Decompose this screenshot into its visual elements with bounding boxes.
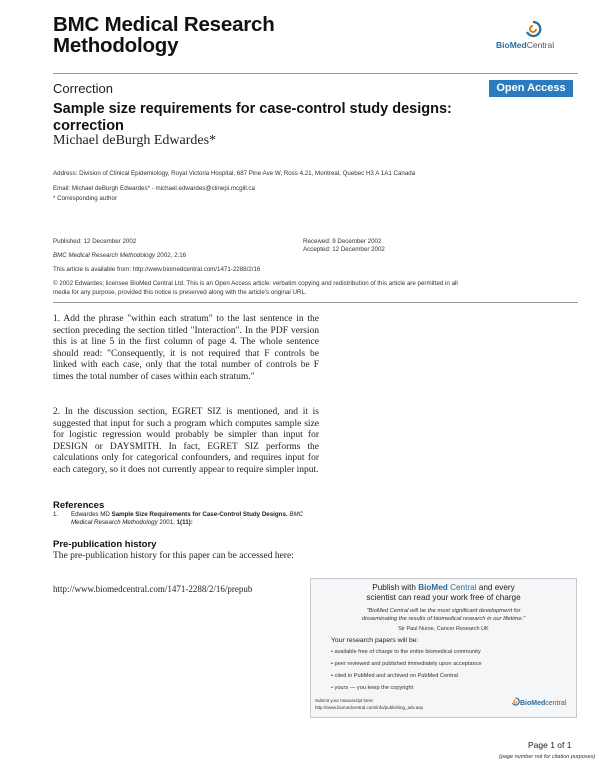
copyright-line1: © 2002 Edwardes; licensee BioMed Central Ltd. This is an Open Access article: verbatim copying and redistribution of this article are permitted in all [53, 280, 458, 287]
promo-benefit: • available free of charge to the entire biomedical community [331, 649, 481, 655]
citation-volume: 2002, 2:16 [155, 252, 187, 259]
reference-year: 2001, [157, 519, 177, 526]
copyright-line2: media for any purpose, provided this notice is preserved along with the article's original URL. [53, 289, 307, 296]
prepub-text: The pre-publication history for this paper can be accessed here: [53, 551, 294, 561]
logo-central-text: Central [526, 40, 555, 50]
promo-biomed-logo [511, 697, 566, 707]
submit-url[interactable]: http://www.biomedcentral.com/info/publishing_adv.asp [315, 705, 423, 710]
reference-authors: Edwardes MD [71, 511, 112, 518]
promo-benefit: • yours — you keep the copyright [331, 685, 414, 691]
promo-quote-line2: disseminating the results of biomedical research in our lifetime." [361, 616, 526, 622]
author-email: Email: Michael deBurgh Edwardes* - michael.edwardes@clinepi.mcgill.ca [53, 185, 255, 192]
promo-quote-attribution: Sir Paul Nurse, Cancer Research UK [398, 626, 489, 632]
promo-logo-central: central [545, 700, 567, 707]
citation [53, 252, 186, 260]
promo-benefit-text: yours — you keep the copyright [334, 685, 414, 691]
article-type: Correction [53, 81, 113, 96]
promo-post: and every [476, 583, 515, 592]
open-access-badge: Open Access [489, 80, 573, 97]
logo-bio-text: BioMed [496, 40, 527, 50]
biomed-swirl-icon [524, 20, 542, 38]
biomed-swirl-icon [511, 697, 520, 706]
prepub-heading: Pre-publication history [53, 539, 157, 550]
promo-headline-line1 [311, 583, 576, 593]
promo-logo-bio: BioMed [520, 700, 546, 707]
biomed-central-logo [496, 20, 576, 54]
promo-benefits-heading: Your research papers will be: [331, 637, 419, 644]
author-name: Michael deBurgh Edwardes* [53, 133, 217, 148]
author-address: Address: Division of Clinical Epidemiology, Royal Victoria Hospital, 687 Pine Ave W, Ross 4.21, Montreal, Quebec H3 A 1A1 Canada [53, 170, 416, 177]
article-title-line2: correction [53, 118, 124, 134]
promo-benefit-text: cited in PubMed and archived on PubMed Central [334, 673, 458, 679]
promo-benefit-text: peer reviewed and published immediately upon acceptance [334, 661, 482, 667]
published-date: Published: 12 December 2002 [53, 238, 137, 245]
correction-item-2: 2. In the discussion section, EGRET SIZ is mentioned, and it is suggested that input for such a program which computes sample size for logistic regression would probably be simpler than input for DESIGN or DAYSMITH. In fact, EGRET SIZ performs the calculations only for categorical confounders, and requires input for each category, so it does not currently appear to require simpler input. [53, 407, 319, 475]
publish-promo-box [310, 578, 577, 718]
promo-central: Central [447, 583, 477, 592]
promo-benefit-text: available free of charge to the entire biomedical community [334, 649, 481, 655]
references-heading: References [53, 500, 105, 511]
article-url[interactable]: This article is available from: http://www.biomedcentral.com/1471-2288/2/16 [53, 266, 261, 273]
accepted-date: Accepted: 12 December 2002 [303, 246, 385, 253]
promo-bio: BioMed [418, 583, 448, 592]
journal-title-line1: BMC Medical Research [53, 13, 275, 36]
corresponding-note: * Corresponding author [53, 195, 117, 202]
article-title-line1: Sample size requirements for case-control study designs: [53, 101, 452, 117]
journal-title [53, 14, 275, 56]
promo-benefit: • cited in PubMed and archived on PubMed Central [331, 673, 458, 679]
promo-headline-line2: scientist can read your work free of charge [366, 593, 521, 602]
received-date: Received: 9 December 2002 [303, 238, 382, 245]
header-divider [53, 73, 578, 74]
reference-title: Sample Size Requirements for Case-Control Study Designs. [111, 511, 288, 518]
promo-pre: Publish with [372, 583, 419, 592]
article-title [53, 101, 503, 135]
correction-item-1: 1. Add the phrase "within each stratum" to the last sentence in the section preceding the section titled "Interaction". In the PDF version this is at line 5 in the first column of page 4. The whole sentence should read: "Consequently, it is not required that F controls be linked with each case, only that the total number of controls be F times the total number of cases within each stratum." [53, 314, 319, 382]
citation-journal: BMC Medical Research Methodology [53, 252, 156, 259]
page-number: Page 1 of 1 [528, 740, 572, 750]
reference-volume: 1(11): [176, 519, 193, 526]
promo-quote-line1: "BioMed Central will be the most significant development for [366, 608, 521, 614]
meta-divider [53, 302, 578, 303]
reference-journal: BMC Medical Research Methodology [71, 511, 304, 526]
page-number-note: (page number not for citation purposes) [499, 754, 596, 760]
journal-title-line2: Methodology [53, 34, 179, 57]
prepub-url[interactable]: http://www.biomedcentral.com/1471-2288/2/16/prepub [53, 584, 253, 594]
submit-label: Submit your manuscript here: [315, 698, 374, 703]
promo-benefit: • peer reviewed and published immediately upon acceptance [331, 661, 482, 667]
reference-number: 1. [53, 511, 59, 518]
